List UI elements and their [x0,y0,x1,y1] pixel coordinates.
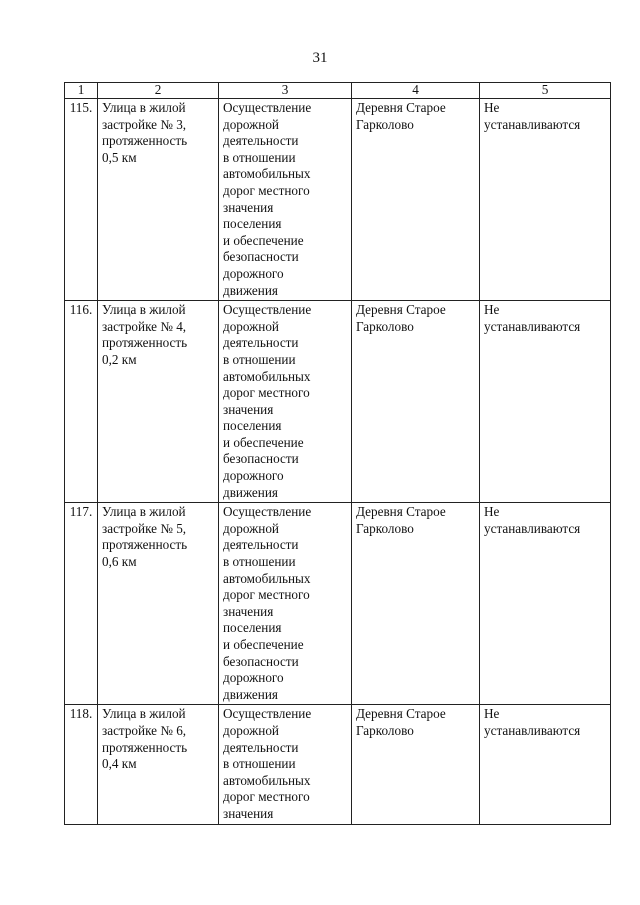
cell-text-line: дорожной [223,520,279,536]
table-row [65,705,611,824]
activity-cell [219,503,352,705]
cell-text-line: движения [223,686,278,702]
cell-text-line: автомобильных [223,368,311,384]
cell-text-line: безопасности [223,249,299,265]
cell-text-line: Осуществление [223,302,312,318]
street-name-cell [98,503,219,705]
column-header-4: 4 [352,83,480,99]
cell-text-line: Деревня Старое [356,302,446,318]
activity-cell [219,705,352,824]
cell-text-line: протяженность [102,133,188,149]
cell-text-line: значения [223,401,274,417]
cell-text-line: в отношении [223,149,296,165]
cell-text-line: поселения [223,216,282,232]
cell-text-line: застройке № 3, [102,116,187,132]
cell-text-line: 0,4 км [102,756,137,772]
column-header-3: 3 [219,83,352,99]
cell-text-line: Деревня Старое [356,100,446,115]
cell-text-line: Гарколово [356,318,414,334]
cell-text-line: дорог местного [223,182,310,198]
cell-text-line: в отношении [223,756,296,772]
row-number-cell: 115. [65,99,98,301]
row-number-cell: 118. [65,705,98,824]
cell-text-line: и обеспечение [223,232,304,248]
street-name-cell [98,705,219,824]
cell-text-line: дорог местного [223,587,310,603]
cell-text-line: устанавливаются [484,318,581,334]
cell-text-line: Не [484,706,500,722]
cell-text-line: Улица в жилой [102,100,186,115]
cell-text-line: деятельности [223,133,299,149]
cell-text-line: движения [223,484,278,500]
cell-text-line: устанавливаются [484,520,581,536]
activity-cell [219,301,352,503]
cell-text-line: протяженность [102,739,188,755]
cell-text-line: 0,6 км [102,554,137,570]
cell-text-line: устанавливаются [484,116,581,132]
cell-text-line: в отношении [223,351,296,367]
cell-text-line: дорог местного [223,385,310,401]
table-row [65,301,611,503]
cell-text-line: застройке № 5, [102,520,187,536]
cell-text-line: автомобильных [223,166,311,182]
cell-text-line: Деревня Старое [356,504,446,520]
cell-text-line: протяженность [102,335,188,351]
street-name-cell [98,301,219,503]
column-header-2: 2 [98,83,219,99]
settlement-cell [352,705,480,824]
cell-text-line: значения [223,603,274,619]
cell-text-line: дорог местного [223,789,310,805]
cell-text-line: дорожного [223,670,284,686]
cell-text-line: и обеспечение [223,434,304,450]
document-table [64,82,611,825]
row-number-cell: 116. [65,301,98,503]
cell-text-line: 0,2 км [102,351,137,367]
cell-text-line: Гарколово [356,520,414,536]
table-row [65,503,611,705]
cell-text-line: Осуществление [223,504,312,520]
cell-text-line: деятельности [223,537,299,553]
cell-text-line: деятельности [223,335,299,351]
activity-cell [219,99,352,301]
cell-text-line: автомобильных [223,772,311,788]
status-cell [480,301,611,503]
settlement-cell [352,99,480,301]
cell-text-line: дорожного [223,468,284,484]
cell-text-line: Улица в жилой [102,504,186,520]
cell-text-line: Гарколово [356,722,414,738]
table-body [65,99,611,825]
cell-text-line: Не [484,100,500,115]
cell-text-line: дорожной [223,116,279,132]
status-cell [480,705,611,824]
cell-text-line: поселения [223,418,282,434]
cell-text-line: Деревня Старое [356,706,446,722]
status-cell [480,99,611,301]
column-header-1: 1 [65,83,98,99]
cell-text-line: значения [223,199,274,215]
cell-text-line: и обеспечение [223,637,304,652]
cell-text-line: устанавливаются [484,722,581,738]
cell-text-line: дорожной [223,722,279,738]
column-header-5: 5 [480,83,611,99]
cell-text-line: дорожного [223,265,284,281]
settlement-cell [352,301,480,503]
row-number-cell: 117. [65,503,98,705]
cell-text-line: Улица в жилой [102,302,186,318]
cell-text-line: Не [484,504,500,520]
cell-text-line: застройке № 6, [102,722,187,738]
cell-text-line: Осуществление [223,100,312,115]
settlement-cell [352,503,480,705]
cell-text-line: поселения [223,620,282,636]
table-header-row [65,83,611,99]
cell-text-line: Не [484,302,500,318]
table-row [65,99,611,301]
cell-text-line: протяженность [102,537,188,553]
cell-text-line: автомобильных [223,570,311,586]
status-cell [480,503,611,705]
street-name-cell [98,99,219,301]
cell-text-line: деятельности [223,739,299,755]
page-number: 31 [312,50,328,66]
cell-text-line: дорожной [223,318,279,334]
cell-text-line: застройке № 4, [102,318,187,334]
cell-text-line: движения [223,282,278,298]
cell-text-line: Гарколово [356,116,414,132]
cell-text-line: Улица в жилой [102,706,186,722]
cell-text-line: значения [223,805,274,821]
cell-text-line: в отношении [223,554,296,570]
cell-text-line: Осуществление [223,706,312,722]
cell-text-line: безопасности [223,451,299,467]
cell-text-line: 0,5 км [102,149,137,165]
cell-text-line: безопасности [223,653,299,669]
